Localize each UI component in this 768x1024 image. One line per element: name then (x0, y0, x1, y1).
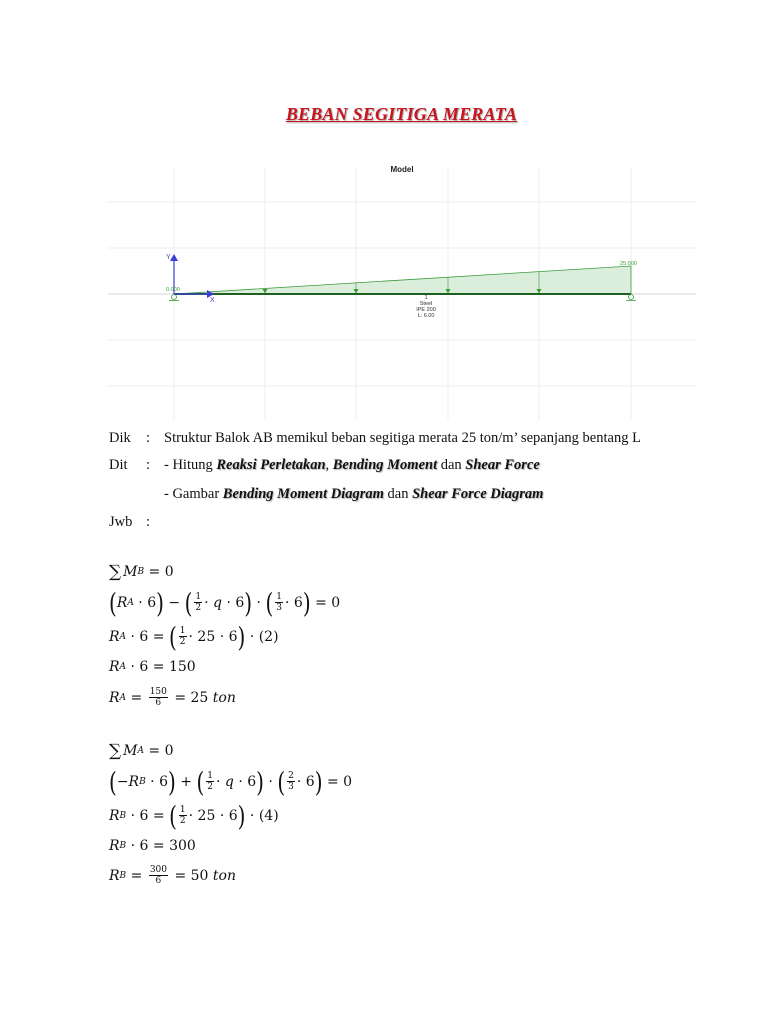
load-start-label: 0.000 (166, 287, 180, 293)
x-axis-label: X (210, 297, 215, 304)
member-material: Steel (419, 301, 433, 307)
eq-rb-result: R B = $\frac{300}{6}$ = 50 ton (109, 865, 236, 886)
eq-ra-result: R A = $\frac{150}{6}$ = 25 ton (109, 687, 236, 708)
given-label: Dik (109, 430, 131, 446)
eq-rb-substituted: R B · 6 = ( $\frac{1}{2}$ · 25 · 6 ) · ( 4 ) (109, 799, 279, 832)
triangular-load (174, 266, 631, 294)
member-length: L: 6.00 (417, 313, 435, 319)
eq-sum-moment-a: ∑ M A = 0 (109, 741, 174, 761)
asked-line-1: - Hitung Reaksi Perletakan, Bending Moment dan Shear Force (164, 457, 540, 473)
member-number: 1 (424, 295, 428, 301)
model-canvas (108, 158, 696, 420)
answer-colon: : (146, 514, 151, 530)
eq-sum-moment-b: ∑ M B = 0 (109, 562, 174, 582)
y-axis-label: Y (166, 254, 171, 261)
given-text: Struktur Balok AB memikul beban segitiga merata 25 ton/m’ sepanjang bentang L (164, 430, 641, 446)
eq-moment-b-expanded: ( R A · 6 ) − ( $\frac{1}{2}$ · q · 6 ) · ( $\frac{1}{3}$ · 6 ) = 0 (109, 586, 341, 619)
y-axis-arrow-icon (170, 254, 178, 261)
load-end-label: 25.000 (620, 261, 637, 267)
member-info (416, 295, 436, 319)
eq-ra-substituted: R A · 6 = ( $\frac{1}{2}$ · 25 · 6 ) · ( 2 ) (109, 620, 279, 653)
given-colon: : (146, 430, 151, 446)
member-section: IPE 200 (416, 307, 436, 313)
eq-rb-times-six: R B · 6 = 300 (109, 838, 196, 854)
page-title: BEBAN SEGITIGA MERATA (285, 104, 518, 124)
model-heading: Model (390, 165, 414, 174)
eq-ra-times-six: R A · 6 = 150 (109, 659, 196, 675)
asked-line-2: - Gambar Bending Moment Diagram dan Shear Force Diagram (164, 486, 544, 502)
asked-label: Dit (109, 457, 128, 473)
asked-colon: : (146, 457, 151, 473)
beam-model-diagram (108, 158, 696, 420)
eq-moment-a-expanded: ( − R B · 6 ) + ( $\frac{1}{2}$ · q · 6 ) · ( $\frac{2}{3}$ · 6 ) = 0 (109, 765, 353, 798)
answer-label: Jwb (109, 514, 133, 530)
